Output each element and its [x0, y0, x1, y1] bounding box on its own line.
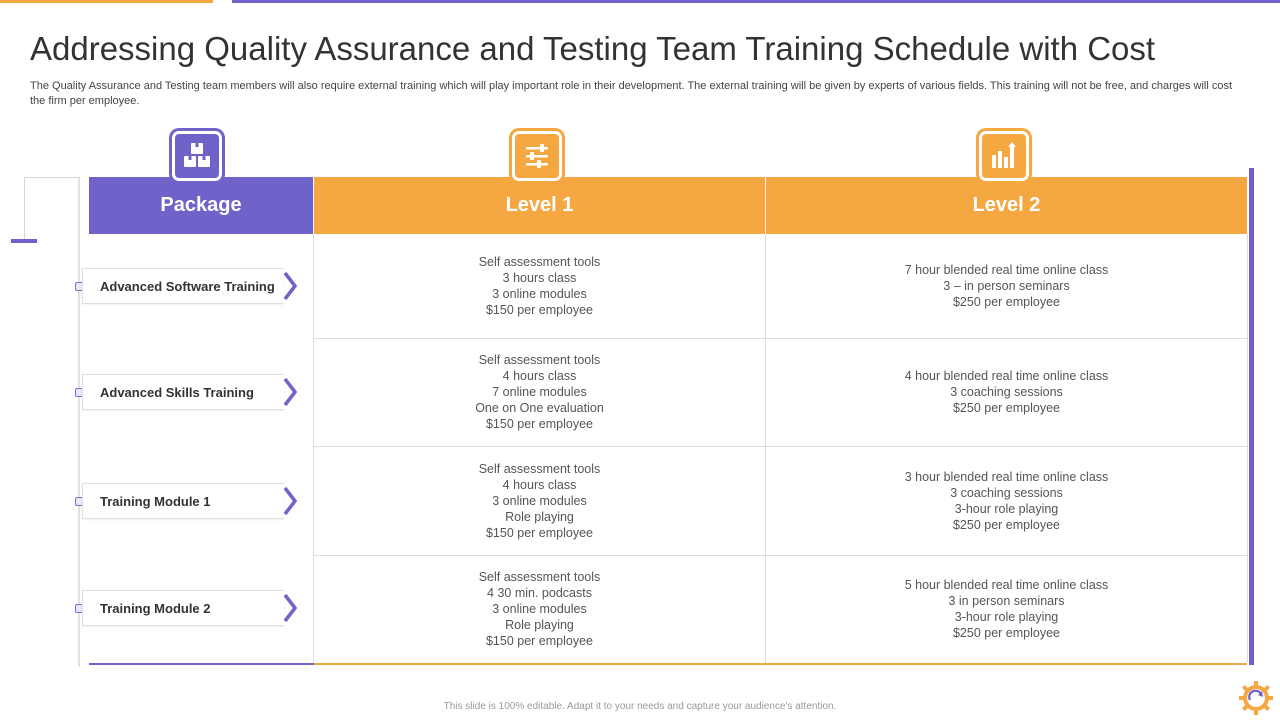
level-2-cell [766, 555, 1247, 663]
level-2-cell [766, 234, 1247, 338]
header-level-1 [314, 177, 765, 234]
level-1-line: 3 online modules [492, 493, 587, 508]
level-1-line: $150 per employee [485, 525, 594, 540]
level-2-line: 3 in person seminars [948, 594, 1065, 608]
table-bottom-border-purple [89, 663, 314, 665]
level-1-cell [314, 338, 765, 446]
package-label: Training Module 2 [100, 600, 211, 616]
package-training-module-1 [82, 483, 284, 519]
level-1-line: 3 hours class [502, 271, 577, 285]
level-2-line: 3 coaching sessions [950, 385, 1063, 399]
bracket-top-line [24, 177, 80, 178]
boxes-icon [172, 131, 222, 181]
level-1-cell [314, 555, 765, 663]
level-1-line: 4 hours class [502, 477, 577, 492]
level-1-line: Self assessment tools [478, 255, 601, 269]
chevron-right-icon [280, 374, 300, 410]
level-2-line: 3 hour blended real time online class [904, 469, 1109, 484]
chevron-right-icon [280, 590, 300, 626]
slide-title: Addressing Quality Assurance and Testing Team Training Schedule with Cost [30, 30, 1156, 67]
bracket-stem-line [24, 177, 25, 239]
level-2-cell [766, 338, 1247, 446]
header-level-2-label: Level 2 [972, 194, 1041, 216]
chevron-right-icon [280, 483, 300, 519]
level-1-line: One on One evaluation [475, 401, 604, 415]
bar-chart-icon [979, 131, 1029, 181]
header-package [89, 177, 313, 234]
level-2-line: 4 hour blended real time online class [904, 369, 1109, 383]
level-2-line: $250 per employee [952, 401, 1061, 415]
level-1-line: Self assessment tools [478, 461, 601, 476]
top-accent-bar-orange [0, 0, 213, 3]
bracket-accent [11, 239, 37, 243]
column-divider [1247, 234, 1248, 663]
level-2-line: 3-hour role playing [954, 610, 1059, 624]
level-2-line: 3-hour role playing [954, 501, 1059, 516]
level-1-cell [314, 446, 765, 555]
sliders-icon [512, 131, 562, 181]
package-label: Training Module 1 [100, 493, 211, 509]
gear-logo-icon [1237, 679, 1275, 717]
level-2-line: 3 coaching sessions [950, 485, 1063, 500]
level-2-line: 3 – in person seminars [943, 279, 1070, 293]
level-2-line: $250 per employee [952, 517, 1061, 532]
header-level-2 [766, 177, 1247, 234]
level-1-line: $150 per employee [485, 303, 594, 317]
level-2-line: $250 per employee [952, 295, 1061, 309]
level-1-line: 3 online modules [492, 287, 587, 301]
level-1-line: 4 30 min. podcasts [487, 586, 592, 600]
level-1-cell [314, 234, 765, 338]
level-1-line: $150 per employee [485, 634, 594, 648]
level-2-line: 7 hour blended real time online class [904, 263, 1109, 277]
package-label: Advanced Software Training [100, 278, 275, 294]
package-training-module-2 [82, 590, 284, 626]
table-right-border [1249, 168, 1254, 665]
left-timeline-line [78, 177, 80, 667]
level-1-line: Role playing [505, 509, 574, 524]
level-1-line: Self assessment tools [478, 353, 601, 367]
level-2-line: 5 hour blended real time online class [904, 578, 1109, 592]
footer-note: This slide is 100% editable. Adapt it to your needs and capture your audience's attention. [443, 701, 837, 712]
package-advanced-software-training [82, 268, 284, 304]
header-level-1-label: Level 1 [505, 194, 574, 216]
level-1-line: 3 online modules [492, 602, 587, 616]
level-2-cell [766, 446, 1247, 555]
level-1-line: $150 per employee [485, 417, 594, 431]
package-advanced-skills-training [82, 374, 284, 410]
chevron-right-icon [280, 268, 300, 304]
table-bottom-border-orange [314, 663, 1247, 665]
header-package-label: Package [160, 194, 242, 216]
level-1-line: 7 online modules [492, 385, 587, 399]
level-1-line: 4 hours class [502, 369, 577, 383]
slide-subtitle: The Quality Assurance and Testing team members will also require external training which will play important role in their development. The external training will be given by experts of various fields. This training will not be free, and charges will cost the firm per employee. [30, 80, 1233, 107]
top-accent-bar-purple [232, 0, 1280, 3]
package-label: Advanced Skills Training [100, 384, 254, 400]
level-1-line: Self assessment tools [478, 570, 601, 584]
level-1-line: Role playing [505, 618, 574, 632]
level-2-line: $250 per employee [952, 626, 1061, 640]
